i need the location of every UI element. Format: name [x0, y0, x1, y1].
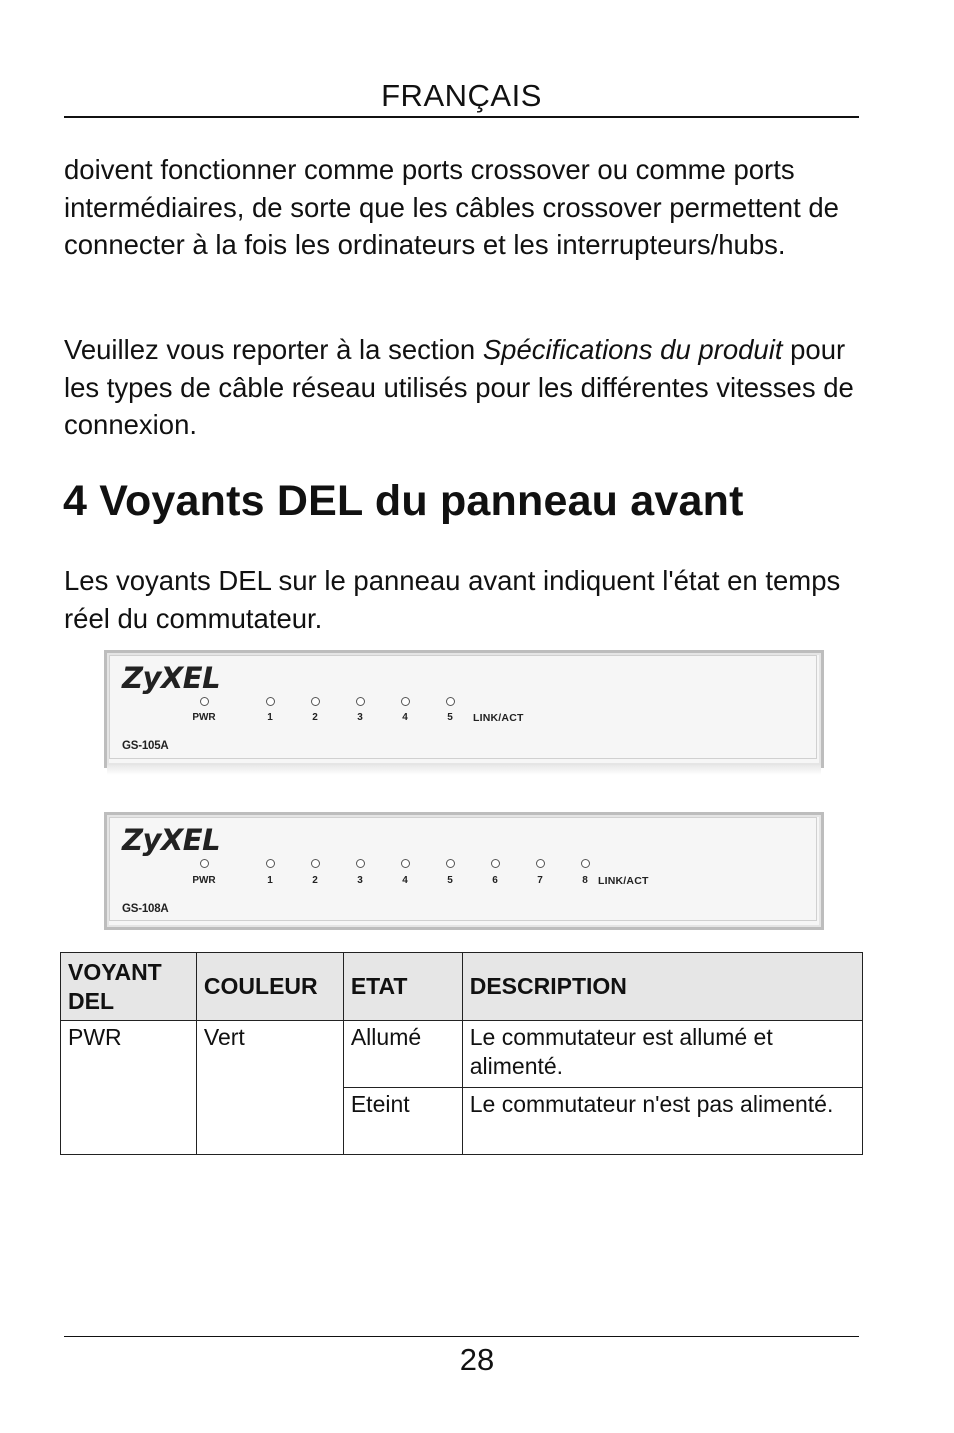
paragraph-leds-intro: Les voyants DEL sur le panneau avant indiquent l'état en temps réel du commutateur. [64, 565, 841, 634]
led-port-5-icon [446, 697, 455, 706]
table-header-row [61, 953, 863, 1021]
led-label: 5 [447, 875, 453, 886]
led-pwr-icon [200, 697, 209, 706]
led-port-7-icon [536, 859, 545, 868]
led-label: 1 [267, 712, 273, 723]
led-label: 4 [402, 712, 408, 723]
link-act-label: LINK/ACT [598, 875, 649, 887]
led-port-2-icon [311, 697, 320, 706]
model-label: GS-105A [122, 740, 169, 752]
front-panel-gs105a [104, 650, 824, 768]
header-language: FRANÇAIS [381, 78, 542, 113]
cell-description: Le commutateur est allumé et alimenté. [462, 1021, 862, 1088]
front-panel-gs108a [104, 812, 824, 930]
specifications-reference: Spécifications du produit [482, 334, 783, 365]
led-port-8-icon [581, 859, 590, 868]
paragraph-specifications [64, 331, 864, 444]
led-port-3-icon [356, 859, 365, 868]
led-label: 7 [537, 875, 543, 886]
cell-led: PWR [61, 1021, 197, 1155]
led-label: PWR [192, 712, 216, 723]
panel-shadow [107, 765, 821, 775]
led-port-1-icon [266, 859, 275, 868]
led-port-4-icon [401, 859, 410, 868]
section-heading: 4 Voyants DEL du panneau avant [63, 477, 744, 525]
led-port-5-icon [446, 859, 455, 868]
led-port-1-icon [266, 697, 275, 706]
led-port-2-icon [311, 859, 320, 868]
led-label: 1 [267, 875, 273, 886]
led-label: 2 [312, 712, 318, 723]
cell-state: Allumé [343, 1021, 462, 1088]
cell-state: Eteint [343, 1088, 462, 1155]
link-act-label: LINK/ACT [473, 712, 524, 724]
led-description-table [60, 952, 863, 1155]
led-label: PWR [192, 875, 216, 886]
led-label: 8 [582, 875, 588, 886]
led-label: 3 [357, 875, 363, 886]
led-label: 3 [357, 712, 363, 723]
led-port-4-icon [401, 697, 410, 706]
led-pwr-icon [200, 859, 209, 868]
page-header [64, 74, 859, 118]
led-label: 2 [312, 875, 318, 886]
paragraph-crossover: doivent fonctionner comme ports crossover ou comme ports intermédiaires, de sorte que les câbles crossover permettent de connecter à la fois les ordinateurs et les interrupteurs/hubs. [64, 154, 839, 260]
model-label: GS-108A [122, 903, 169, 915]
column-header-led: VOYANT DEL [61, 953, 197, 1021]
zyxel-logo: ZyXEL [122, 823, 221, 857]
led-port-3-icon [356, 697, 365, 706]
column-header-description: DESCRIPTION [462, 953, 862, 1021]
column-header-color: COULEUR [196, 953, 343, 1021]
cell-color: Vert [196, 1021, 343, 1155]
cell-description: Le commutateur n'est pas alimenté. [462, 1088, 862, 1155]
zyxel-logo: ZyXEL [122, 661, 221, 695]
paragraph-specifications-start: Veuillez vous reporter à la section [64, 334, 483, 365]
led-label: 5 [447, 712, 453, 723]
footer-rule [64, 1336, 859, 1337]
led-port-6-icon [491, 859, 500, 868]
paragraph-specifications-end: pour les types de câble réseau utilisés pour les différentes vitesses de connexion. [64, 334, 854, 440]
led-label: 6 [492, 875, 498, 886]
table-row [61, 1021, 863, 1088]
led-label: 4 [402, 875, 408, 886]
page-number: 28 [459, 1342, 495, 1377]
column-header-state: ETAT [343, 953, 462, 1021]
